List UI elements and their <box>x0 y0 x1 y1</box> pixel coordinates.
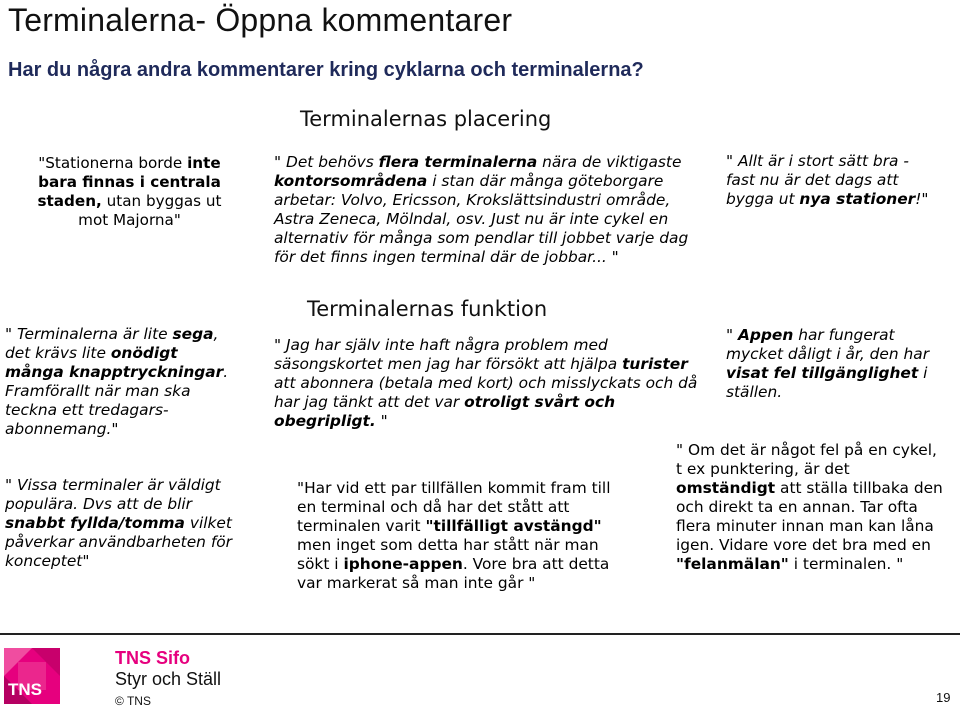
brand-name: TNS Sifo <box>115 648 190 668</box>
page-title: Terminalerna- Öppna kommentarer <box>8 2 513 38</box>
tns-logo <box>4 648 60 704</box>
comment-nya-stationer: " Allt är i stort sätt bra - fast nu är det dags att bygga ut nya stationer!" <box>726 152 929 208</box>
page-subtitle: Har du några andra kommentarer kring cyklarna och terminalerna? <box>8 59 644 81</box>
comment-flera-terminalerna: " Det behövs flera terminalerna nära de viktigaste kontorsområdena i stan där många göteborgare arbetar: Volvo, Ericsson, Krokslättsindustri område, Astra Zeneca, Mölndal, osv. Just nu är inte cykel en alternativ för många som pendlar till jobbet varje dag för det finns ingen terminal där de jobbar... " <box>274 153 689 266</box>
comment-stationerna: "Stationerna borde inte bara finnas i centrala staden, utan byggas ut mot Majorna" <box>37 154 222 229</box>
comment-felanmalan: " Om det är något fel på en cykel, t ex punktering, är det omständigt att ställa tillbaka den och direkt ta en annan. Tar ofta flera minuter innan man kan låna igen. Vidare vore det bra med en "felanmälan" i terminalen. " <box>676 441 943 573</box>
copyright: © TNS <box>115 694 151 708</box>
section-heading-funktion: Terminalernas funktion <box>307 297 548 321</box>
comment-tillfalligt-avstangd: "Har vid ett par tillfällen kommit fram till en terminal och då har det stått att terminalen varit "tillfälligt avstängd" men inget som detta har stått när man sökt i iphone-appen. Vore bra att detta var markerat så man inte går " <box>297 479 611 592</box>
comment-appen: " Appen har fungerat mycket dåligt i år, den har visat fel tillgänglighet i ställen. <box>726 326 930 401</box>
footer-divider <box>0 633 960 635</box>
comment-sega-terminaler: " Terminalerna är lite sega, det krävs lite onödigt många knapptryckningar. Framförallt när man ska teckna ett tredagars-abonnemang." <box>5 325 229 438</box>
brand-tagline: Styr och Ställ <box>115 669 222 689</box>
logo-text: TNS <box>8 680 42 699</box>
comment-populara-terminaler: " Vissa terminaler är väldigt populära. Dvs att de blir snabbt fyllda/tomma vilket påverkar användbarheten för konceptet" <box>5 476 232 570</box>
comment-turister: " Jag har själv inte haft några problem med säsongskortet men jag har försökt att hjälpa turister att abonnera (betala med kort) och misslyckats och då har jag tänkt att det var otroligt svårt och obegripligt. " <box>274 336 698 430</box>
section-heading-placering: Terminalernas placering <box>300 107 552 131</box>
page-number: 19 <box>936 690 951 705</box>
